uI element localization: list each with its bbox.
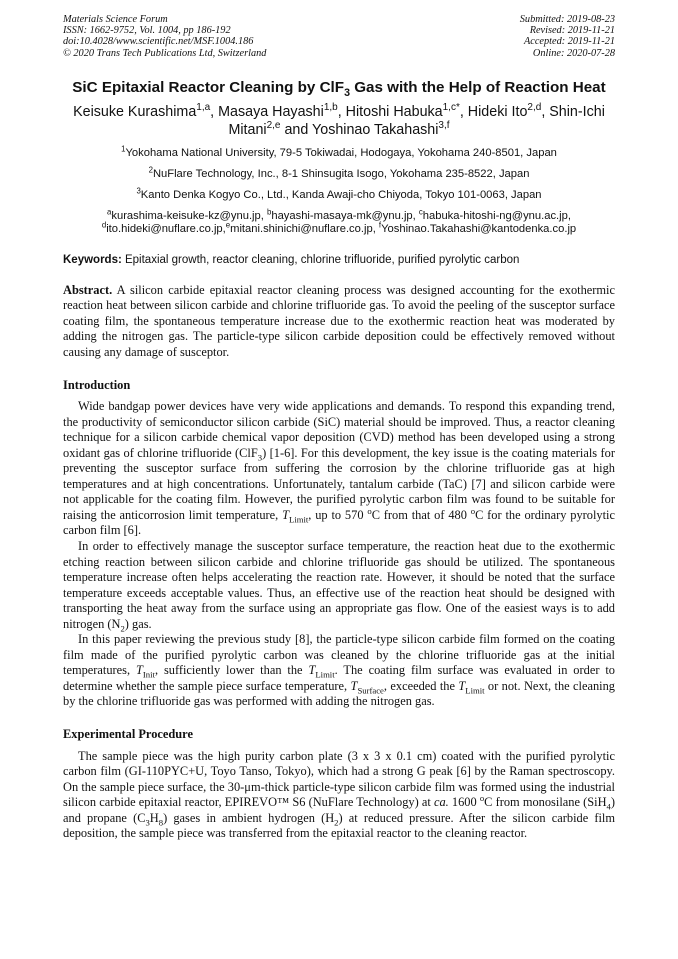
superscript: d [101, 220, 107, 230]
text-run: , sufficiently lower than the [154, 663, 309, 678]
journal-name: Materials Science Forum [63, 14, 168, 25]
revised-date: Revised: 2019-11-21 [529, 25, 615, 37]
text-run: , exceeded the [383, 678, 459, 693]
submitted-date: Submitted: 2019-08-23 [519, 14, 615, 25]
superscript: 1 [121, 144, 126, 154]
subscript: 2 [120, 623, 125, 634]
text-run: ) at reduced pressure. After the silicon carbide film deposition, the sample piece was transferred from the epitaxial reactor to the cleaning reactor. [63, 810, 615, 841]
text-run: 1600 [448, 795, 480, 810]
text-run: C for the ordinary pyrolytic carbon film [6]. [63, 507, 616, 538]
text-run: habuka-hitoshi-ng@ynu.ac.jp, [422, 209, 571, 222]
body-sections [63, 378, 615, 842]
journal-info [63, 14, 266, 59]
italic-run: T [136, 663, 143, 678]
text-run: The sample piece was the high purity carbon plate (3 x 3 x 0.1 cm) coated with the purified pyrolytic carbon film (GI-110PYC+U, Toyo Tanso, Tokyo), which had a strong G peak [6] by the Raman spectroscopy. On the sample piece surface, the 30-μm-thick particle-type silicon carbide film was formed using the industrial silicon carbide epitaxial reactor, EPIREVO™ S6 (NuFlare Technology) at [63, 748, 615, 810]
subscript: 8 [158, 817, 164, 828]
superscript: 3,f [438, 120, 450, 132]
text-run: Yokohama National University, 79-5 Tokiwadai, Hodogaya, Yokohama 240-8501, Japan [125, 146, 557, 159]
superscript: o [367, 505, 372, 516]
affiliation-2 [63, 165, 615, 181]
superscript: f [378, 220, 382, 230]
text-run: In this paper reviewing the previous study [8], the particle-type silicon carbide film formed on the coating film made of the purified pyrolytic carbon was cleaned by the chlorine trifluoride gas at the initial temperatures, [63, 632, 615, 678]
text-run: , Hitoshi Habuka [337, 103, 443, 120]
text-run: , up to 570 [308, 507, 368, 522]
subscript: 4 [606, 801, 611, 812]
section-heading: Experimental Procedure [63, 727, 193, 742]
abstract [63, 283, 615, 361]
text-run: Gas with the Help of Reaction Heat [349, 78, 606, 96]
text-run: Keisuke Kurashima [73, 103, 197, 120]
abstract-text: A silicon carbide epitaxial reactor cleaning process was designed accounting for the exothermic reaction heat between silicon carbide and chlorine trifluoride gas. To avoid the peeling of the susceptor surface coating film, the spontaneous temperature increase due to the exothermic reaction heat was moderated by adding the nitrogen gas. The particle-type silicon carbide deposition could be effectively removed without causing any damage of susceptor. [63, 282, 615, 359]
paragraph [63, 749, 615, 842]
text-run: or not. Next, the cleaning by the chlorine trifluoride gas was performed with adding the nitrogen gas. [63, 678, 615, 709]
text-run: C from that of 480 [371, 507, 471, 522]
author-list [63, 103, 615, 139]
subscript: 3 [257, 452, 263, 463]
text-run: and Yoshinao Takahashi [280, 121, 439, 138]
superscript: e [225, 220, 231, 230]
text-run: In order to effectively manage the susceptor surface temperature, the reaction heat due to the exothermic etching reaction between silicon carbide and chlorine trifluoride gas should be utilized. The spontaneous temperature increase often helps accelerating the reaction rate. However, it should be noted that the surface temperature exceeds acceptable values. Thus, an effective use of the reaction heat should be designed with transporting the heat away from the surface using an appropriate gas flow. One of the easiest ways is to add nitrogen (N [63, 539, 615, 631]
subscript: Init [142, 669, 155, 680]
superscript: 2,d [527, 102, 542, 114]
text-run: H [149, 810, 159, 825]
text-run: ) gas. [124, 616, 152, 631]
text-run: ) gases in ambient hydrogen (H [163, 810, 335, 825]
text-run: SiC Epitaxial Reactor Cleaning by ClF [72, 78, 345, 96]
keywords-label: Keywords: [63, 253, 122, 266]
text-run: NuFlare Technology, Inc., 8-1 Shinsugita Isogo, Yokohama 235-8522, Japan [152, 167, 530, 180]
issn: ISSN: 1662-9752, Vol. 1004, pp 186-192 [63, 25, 231, 37]
text-run: , Masaya Hayashi [210, 103, 324, 120]
italic-run: T [282, 507, 290, 522]
text-run: . The coating film surface was evaluated in order to determine whether the sample piece surface temperature, [63, 663, 615, 693]
paragraph [63, 399, 615, 539]
superscript: 3 [136, 186, 141, 196]
text-run: kurashima-keisuke-kz@ynu.jp, [111, 209, 267, 222]
text-run: Yoshinao.Takahashi@kantodenka.co.jp [381, 223, 577, 236]
text-run: hayashi-masaya-mk@ynu.jp, [271, 209, 419, 222]
text-run: , Shin-Ichi Mitani [228, 103, 605, 138]
abstract-label: Abstract. [63, 282, 113, 297]
italic-run: ca. [433, 795, 449, 810]
subscript: Surface [357, 685, 384, 696]
subscript: Limit [289, 514, 309, 525]
text-run: ) [1-6]. For this development, the key issue is the coating materials for preventing the susceptor surface from suffering the corrosion by the chlorine trifluoride gas at high temperatures and at high concentrations. Unfortunately, tantalum carbide (TaC) [7] and silicon carbide were not applicable for the coating film. However, the purified pyrolytic carbon film was found to be suitable for raising the anticorrosion limit temperature, [63, 445, 615, 522]
superscript: c [418, 207, 423, 217]
paragraph [63, 632, 615, 710]
superscript: 1,a [196, 102, 211, 114]
doi: doi:10.4028/www.scientific.net/MSF.1004.186 [63, 36, 254, 48]
text-run: Wide bandgap power devices have very wide applications and demands. To respond this expanding trend, the productivity of semiconductor silicon carbide (SiC) material should be improved. Thus, a reactor cleaning technique for a silicon carbide chemical vapor deposition (CVD) method has been developed using a strong oxidant gas of chlorine trifluoride (ClF [63, 399, 615, 460]
text-run: mitani.shinichi@nuflare.co.jp, [230, 223, 379, 236]
text-run: , Hideki Ito [459, 103, 528, 120]
text-run: C from monosilane (SiH [484, 795, 607, 810]
superscript: b [266, 207, 272, 217]
text-run: ito.hideki@nuflare.co.jp, [106, 223, 226, 236]
accepted-date: Accepted: 2019-11-21 [523, 36, 615, 48]
superscript: 1,c* [442, 102, 460, 114]
text-run: Kanto Denka Kogyo Co., Ltd., Kanda Awaji-cho Chiyoda, Tokyo 101-0063, Japan [140, 188, 542, 201]
italic-run: T [350, 678, 358, 693]
author-emails [63, 207, 615, 237]
keywords [63, 254, 615, 266]
superscript: 2 [148, 165, 153, 175]
superscript: a [107, 207, 112, 217]
affiliation-3 [63, 186, 615, 202]
paragraph [63, 539, 615, 632]
affiliation-1 [63, 144, 615, 160]
text-run: ) and propane (C [63, 795, 615, 825]
paper-page [63, 14, 615, 842]
superscript: 2,e [266, 120, 281, 132]
superscript: o [479, 793, 485, 804]
subscript: Limit [315, 669, 335, 680]
superscript: o [470, 505, 476, 516]
subscript: 3 [344, 86, 350, 99]
section-heading: Introduction [63, 377, 131, 392]
dates [520, 14, 615, 59]
paper-title [63, 79, 615, 97]
subscript: 3 [145, 817, 150, 828]
subscript: 2 [334, 817, 339, 828]
italic-run: T [308, 663, 316, 678]
subscript: Limit [465, 685, 485, 696]
online-date: Online: 2020-07-28 [532, 47, 615, 59]
italic-run: T [458, 678, 466, 693]
superscript: 1,b [323, 102, 338, 114]
copyright: © 2020 Trans Tech Publications Ltd, Switzerland [63, 47, 267, 59]
journal-header [63, 14, 615, 59]
keywords-text: Epitaxial growth, reactor cleaning, chlorine trifluoride, purified pyrolytic carbon [121, 253, 520, 266]
